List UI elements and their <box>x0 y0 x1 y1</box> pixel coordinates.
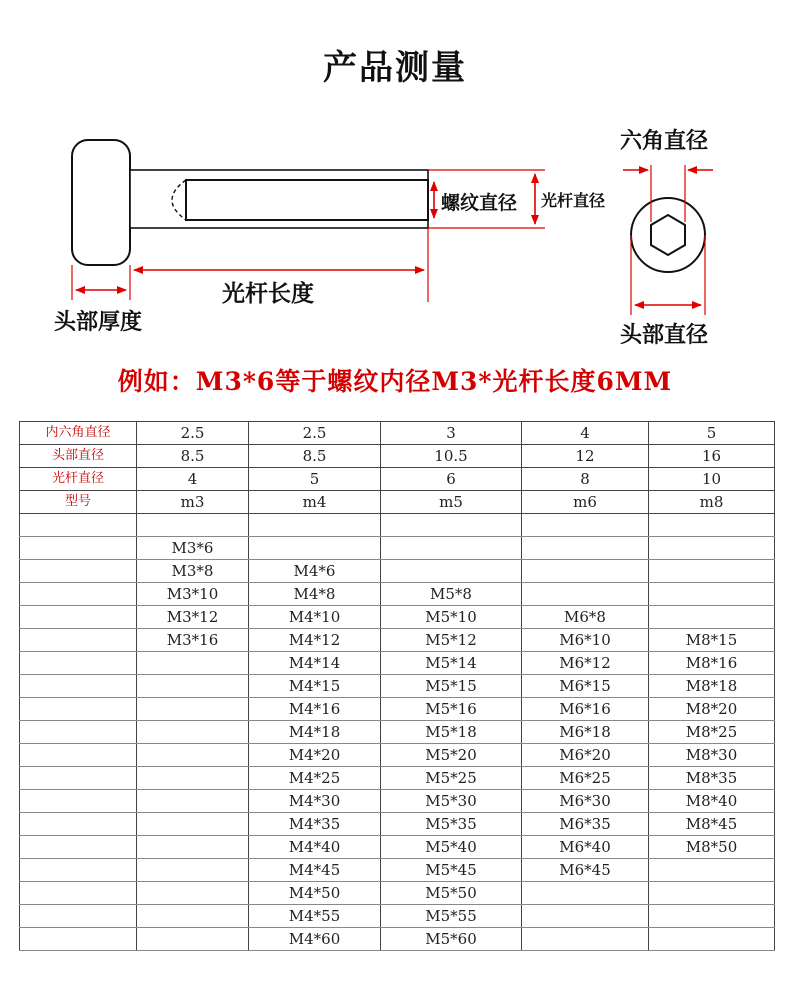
spec-header-cell: 8.5 <box>137 445 249 468</box>
spec-size-cell: M5*8 <box>381 583 522 606</box>
label-head-diameter: 头部直径 <box>620 322 709 348</box>
spec-size-row <box>20 629 775 652</box>
spec-empty-cell <box>249 514 381 537</box>
spec-size-cell: M6*18 <box>522 721 649 744</box>
spec-empty-cell <box>137 928 249 951</box>
spec-empty-cell <box>522 514 649 537</box>
spec-empty-cell <box>20 606 137 629</box>
spec-empty-cell <box>649 606 775 629</box>
example-note: 例如：M3*6等于螺纹内径M3*光杆长度6MM <box>117 367 673 396</box>
bolt-thread <box>186 180 428 220</box>
spec-empty-cell <box>381 560 522 583</box>
spec-empty-cell <box>381 514 522 537</box>
spec-header-cell: 3 <box>381 422 522 445</box>
spec-size-row <box>20 514 775 537</box>
spec-size-row <box>20 859 775 882</box>
spec-size-cell: M6*15 <box>522 675 649 698</box>
spec-header-cell: m5 <box>381 491 522 514</box>
spec-size-row <box>20 606 775 629</box>
spec-size-cell: M3*6 <box>137 537 249 560</box>
spec-size-cell: M3*12 <box>137 606 249 629</box>
spec-size-row <box>20 882 775 905</box>
spec-header-cell: 16 <box>649 445 775 468</box>
spec-empty-cell <box>20 652 137 675</box>
spec-size-cell: M6*8 <box>522 606 649 629</box>
spec-header-row <box>20 468 775 491</box>
spec-header-cell: 10.5 <box>381 445 522 468</box>
spec-size-cell: M5*35 <box>381 813 522 836</box>
spec-size-cell: M4*35 <box>249 813 381 836</box>
spec-empty-cell <box>20 698 137 721</box>
spec-size-cell: M4*6 <box>249 560 381 583</box>
spec-size-row <box>20 721 775 744</box>
spec-size-cell: M4*14 <box>249 652 381 675</box>
spec-empty-cell <box>137 675 249 698</box>
spec-size-cell: M4*60 <box>249 928 381 951</box>
spec-size-cell: M4*55 <box>249 905 381 928</box>
spec-header-cell: 10 <box>649 468 775 491</box>
spec-empty-cell <box>649 537 775 560</box>
spec-size-cell: M6*35 <box>522 813 649 836</box>
spec-empty-cell <box>137 698 249 721</box>
spec-empty-cell <box>249 537 381 560</box>
spec-empty-cell <box>20 675 137 698</box>
spec-empty-cell <box>137 882 249 905</box>
spec-empty-cell <box>137 652 249 675</box>
spec-size-cell: M4*20 <box>249 744 381 767</box>
label-hex-diameter: 六角直径 <box>620 128 709 154</box>
spec-header-cell: 8 <box>522 468 649 491</box>
spec-header-cell: 2.5 <box>137 422 249 445</box>
spec-empty-cell <box>20 583 137 606</box>
spec-row-label: 型号 <box>20 491 137 514</box>
spec-empty-cell <box>20 859 137 882</box>
spec-empty-cell <box>649 560 775 583</box>
spec-size-cell: M8*35 <box>649 767 775 790</box>
spec-empty-cell <box>649 928 775 951</box>
spec-empty-cell <box>137 767 249 790</box>
spec-size-cell: M4*25 <box>249 767 381 790</box>
spec-empty-cell <box>20 928 137 951</box>
spec-empty-cell <box>137 813 249 836</box>
spec-header-cell: 4 <box>522 422 649 445</box>
spec-size-cell: M4*16 <box>249 698 381 721</box>
page-title: 产品测量 <box>323 48 467 88</box>
spec-empty-cell <box>649 905 775 928</box>
spec-empty-cell <box>137 744 249 767</box>
spec-size-cell: M4*50 <box>249 882 381 905</box>
label-thread-diameter: 螺纹直径 <box>441 192 518 214</box>
spec-size-row <box>20 790 775 813</box>
spec-header-cell: 2.5 <box>249 422 381 445</box>
spec-size-row <box>20 583 775 606</box>
label-shank-length: 光杆长度 <box>222 280 314 307</box>
spec-empty-cell <box>649 514 775 537</box>
spec-empty-cell <box>137 790 249 813</box>
spec-size-cell: M3*8 <box>137 560 249 583</box>
spec-size-cell: M8*45 <box>649 813 775 836</box>
spec-empty-cell <box>522 905 649 928</box>
spec-header-cell: 4 <box>137 468 249 491</box>
spec-size-row <box>20 928 775 951</box>
spec-size-cell: M5*50 <box>381 882 522 905</box>
spec-size-cell: M3*16 <box>137 629 249 652</box>
spec-size-cell: M6*25 <box>522 767 649 790</box>
spec-size-row <box>20 744 775 767</box>
spec-empty-cell <box>20 790 137 813</box>
spec-size-cell: M8*40 <box>649 790 775 813</box>
bolt-head <box>72 140 130 265</box>
spec-empty-cell <box>20 560 137 583</box>
spec-empty-cell <box>20 836 137 859</box>
spec-header-cell: 12 <box>522 445 649 468</box>
label-shank-diameter: 光杆直径 <box>541 191 606 210</box>
spec-header-row <box>20 445 775 468</box>
spec-size-cell: M5*30 <box>381 790 522 813</box>
spec-size-row <box>20 537 775 560</box>
spec-size-cell: M3*10 <box>137 583 249 606</box>
spec-size-cell: M8*30 <box>649 744 775 767</box>
spec-header-cell: 8.5 <box>249 445 381 468</box>
spec-size-cell: M5*20 <box>381 744 522 767</box>
spec-empty-cell <box>137 905 249 928</box>
spec-size-cell: M5*18 <box>381 721 522 744</box>
spec-size-row <box>20 905 775 928</box>
spec-size-cell: M8*16 <box>649 652 775 675</box>
spec-size-cell: M5*45 <box>381 859 522 882</box>
spec-size-cell: M6*20 <box>522 744 649 767</box>
spec-header-cell: 5 <box>649 422 775 445</box>
spec-size-cell: M6*40 <box>522 836 649 859</box>
spec-empty-cell <box>522 928 649 951</box>
spec-header-cell: m4 <box>249 491 381 514</box>
spec-size-cell: M4*45 <box>249 859 381 882</box>
spec-size-cell: M4*40 <box>249 836 381 859</box>
spec-empty-cell <box>381 537 522 560</box>
spec-empty-cell <box>649 583 775 606</box>
spec-empty-cell <box>649 882 775 905</box>
spec-size-cell: M4*30 <box>249 790 381 813</box>
spec-empty-cell <box>20 744 137 767</box>
spec-empty-cell <box>137 514 249 537</box>
spec-empty-cell <box>522 560 649 583</box>
spec-size-cell: M4*18 <box>249 721 381 744</box>
spec-empty-cell <box>522 537 649 560</box>
spec-size-cell: M4*8 <box>249 583 381 606</box>
spec-size-row <box>20 652 775 675</box>
spec-size-cell: M5*55 <box>381 905 522 928</box>
spec-header-cell: 6 <box>381 468 522 491</box>
spec-size-cell: M4*15 <box>249 675 381 698</box>
spec-size-row <box>20 675 775 698</box>
spec-size-row <box>20 813 775 836</box>
hex-socket <box>651 215 685 255</box>
spec-empty-cell <box>20 537 137 560</box>
spec-size-cell: M5*40 <box>381 836 522 859</box>
spec-header-cell: m6 <box>522 491 649 514</box>
spec-size-cell: M5*15 <box>381 675 522 698</box>
spec-size-cell: M4*10 <box>249 606 381 629</box>
spec-size-cell: M5*14 <box>381 652 522 675</box>
spec-empty-cell <box>20 882 137 905</box>
spec-size-cell: M5*10 <box>381 606 522 629</box>
spec-header-cell: m3 <box>137 491 249 514</box>
spec-size-cell: M5*25 <box>381 767 522 790</box>
spec-size-cell: M5*12 <box>381 629 522 652</box>
spec-row-label: 光杆直径 <box>20 468 137 491</box>
spec-empty-cell <box>649 859 775 882</box>
spec-size-cell: M6*16 <box>522 698 649 721</box>
spec-size-cell: M6*30 <box>522 790 649 813</box>
spec-empty-cell <box>20 767 137 790</box>
spec-size-cell: M6*10 <box>522 629 649 652</box>
spec-table <box>19 421 775 951</box>
label-head-thickness: 头部厚度 <box>54 309 143 335</box>
spec-size-cell: M5*16 <box>381 698 522 721</box>
spec-empty-cell <box>137 859 249 882</box>
spec-size-cell: M6*45 <box>522 859 649 882</box>
spec-header-row <box>20 491 775 514</box>
spec-empty-cell <box>20 629 137 652</box>
spec-size-cell: M5*60 <box>381 928 522 951</box>
spec-empty-cell <box>137 836 249 859</box>
spec-header-cell: 5 <box>249 468 381 491</box>
spec-header-row <box>20 422 775 445</box>
spec-row-label: 内六角直径 <box>20 422 137 445</box>
spec-empty-cell <box>522 583 649 606</box>
spec-size-row <box>20 560 775 583</box>
spec-size-cell: M8*50 <box>649 836 775 859</box>
spec-size-cell: M8*20 <box>649 698 775 721</box>
spec-empty-cell <box>137 721 249 744</box>
spec-row-label: 头部直径 <box>20 445 137 468</box>
spec-size-row <box>20 698 775 721</box>
spec-size-cell: M6*12 <box>522 652 649 675</box>
spec-empty-cell <box>20 721 137 744</box>
spec-empty-cell <box>20 813 137 836</box>
spec-size-cell: M8*25 <box>649 721 775 744</box>
spec-size-row <box>20 767 775 790</box>
spec-size-cell: M8*18 <box>649 675 775 698</box>
spec-size-cell: M4*12 <box>249 629 381 652</box>
spec-empty-cell <box>20 905 137 928</box>
spec-header-cell: m8 <box>649 491 775 514</box>
spec-empty-cell <box>522 882 649 905</box>
spec-empty-cell <box>20 514 137 537</box>
spec-size-cell: M8*15 <box>649 629 775 652</box>
spec-size-row <box>20 836 775 859</box>
